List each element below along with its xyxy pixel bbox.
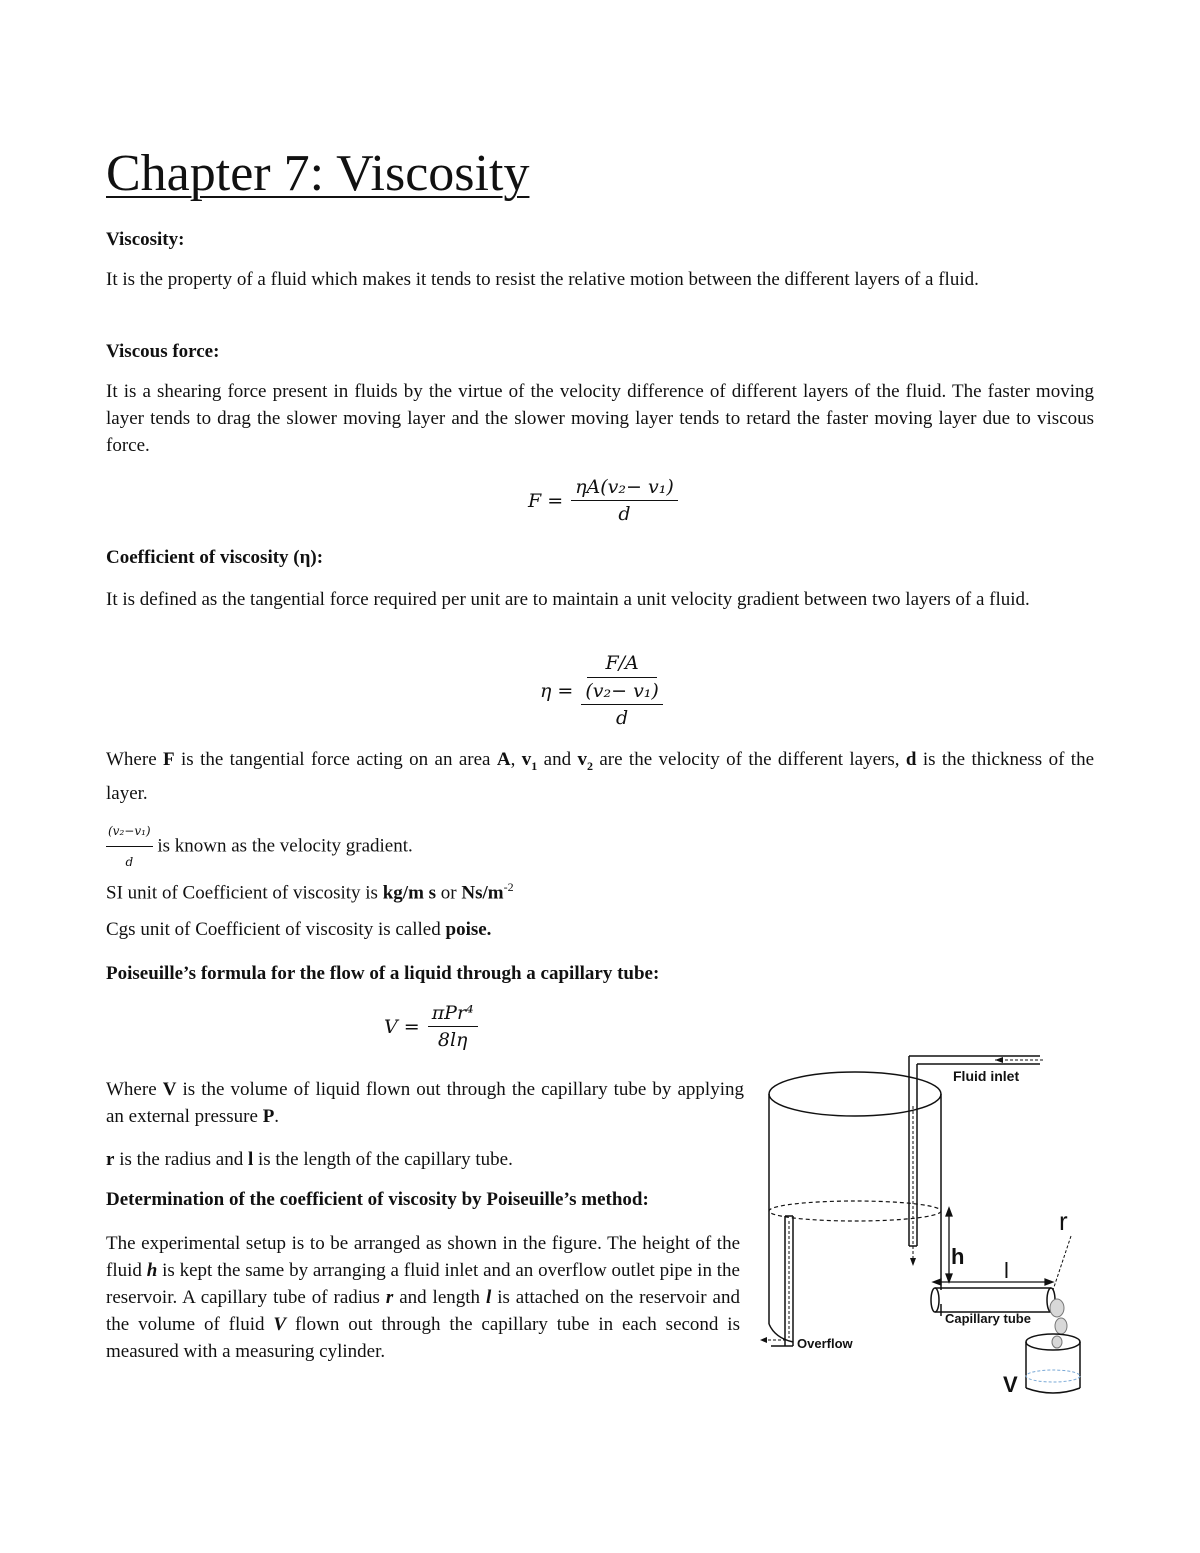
radius-label: r (1059, 1206, 1068, 1236)
force-eq-lhs: F = (528, 489, 564, 512)
force-eq-fraction (571, 476, 678, 525)
gradient-fraction: $\frac{\text{(v₂−v₁)}}{d}$ (106, 818, 153, 876)
variables-description: Where F is the tangential force acting on an area A, $v_1$ and $v_2$ are the velocity of the different layers, d is the thickness of the layer. (106, 749, 1095, 804)
coefficient-heading: Coefficient of viscosity (η): (106, 547, 324, 568)
coefficient-definition: It is defined as the tangential force required per unit are to maintain a unit velocity gradient between two layers of a fluid. (106, 589, 1030, 610)
poiseuille-eq-fraction (428, 1002, 478, 1051)
overflow-pipe (771, 1216, 793, 1346)
force-equation (528, 476, 678, 525)
poiseuille-apparatus-figure (755, 1046, 1100, 1406)
method-description: The experimental setup is to be arranged as shown in the figure. The height of the fluid h is kept the same by arranging a fluid inlet and an overflow outlet pipe in the reservoir. A capillary tube of radius r and length l is attached on the reservoir and the volume of fluid V flown out through the capillary tube in each second is measured with a measuring cylinder. (106, 1233, 740, 1362)
fluid-inlet-label: Fluid inlet (953, 1068, 1020, 1084)
poiseuille-equation (384, 1002, 478, 1051)
viscosity-heading: Viscosity: (106, 229, 185, 250)
length-label: l (1004, 1258, 1009, 1283)
eta-eq-denominator (581, 678, 663, 729)
poiseuille-eq-denominator: 8lη (437, 1029, 468, 1051)
chapter-title: Chapter 7: Viscosity (106, 145, 530, 202)
reservoir (769, 1072, 941, 1342)
eta-eq-fraction (581, 652, 663, 729)
radius-length-line: r is the radius and l is the length of the capillary tube. (106, 1149, 513, 1170)
method-heading: Determination of the coefficient of viscosity by Poiseuille’s method: (106, 1189, 649, 1210)
poiseuille-variables: Where V is the volume of liquid flown out through the capillary tube by applying an external pressure P. (106, 1079, 744, 1127)
capillary-tube (931, 1288, 1055, 1312)
capillary-tube-label: Capillary tube (945, 1311, 1031, 1326)
water-level (769, 1201, 941, 1221)
viscosity-definition: It is the property of a fluid which makes it tends to resist the relative motion between the different layers of a fluid. (106, 269, 979, 290)
fluid-drops (1050, 1299, 1067, 1348)
viscous-force-definition: It is a shearing force present in fluids by the virtue of the velocity difference of different layers of the fluid. The faster moving layer tends to drag the slower moving layer and the slower moving layer tends to retard the faster moving layer due to viscous force. (106, 381, 1094, 456)
volume-label: V (1003, 1372, 1018, 1397)
eta-eq-inner-numerator: (v₂− v₁) (581, 680, 663, 705)
height-label: h (951, 1244, 965, 1269)
inlet-flow-arrows (913, 1060, 1043, 1261)
inlet-pipe (909, 1056, 1040, 1246)
force-eq-numerator: ηA(v₂− v₁) (571, 476, 678, 501)
eta-eq-inner-denominator: d (616, 707, 629, 729)
poiseuille-eq-lhs: V = (384, 1015, 420, 1038)
cgs-unit-line: Cgs unit of Coefficient of viscosity is called poise. (106, 919, 492, 940)
eta-eq-lhs: η = (540, 679, 574, 702)
overflow-label: Overflow (797, 1336, 853, 1351)
length-arrow (933, 1279, 1053, 1285)
force-eq-denominator: d (618, 503, 631, 525)
eta-eq-numerator: F/A (587, 652, 656, 678)
radius-pointer (1053, 1236, 1071, 1290)
si-unit-line: SI unit of Coefficient of viscosity is kg/m s or $Ns/m^{-2}$ (106, 880, 514, 904)
velocity-gradient-line: $\frac{\text{(v₂−v₁)}}{d}$ is known as the velocity gradient. (106, 818, 706, 876)
viscous-force-heading: Viscous force: (106, 341, 220, 362)
poiseuille-eq-numerator: πPr⁴ (428, 1002, 478, 1027)
poiseuille-heading: Poiseuille’s formula for the flow of a liquid through a capillary tube: (106, 963, 660, 984)
eta-equation (540, 652, 663, 729)
